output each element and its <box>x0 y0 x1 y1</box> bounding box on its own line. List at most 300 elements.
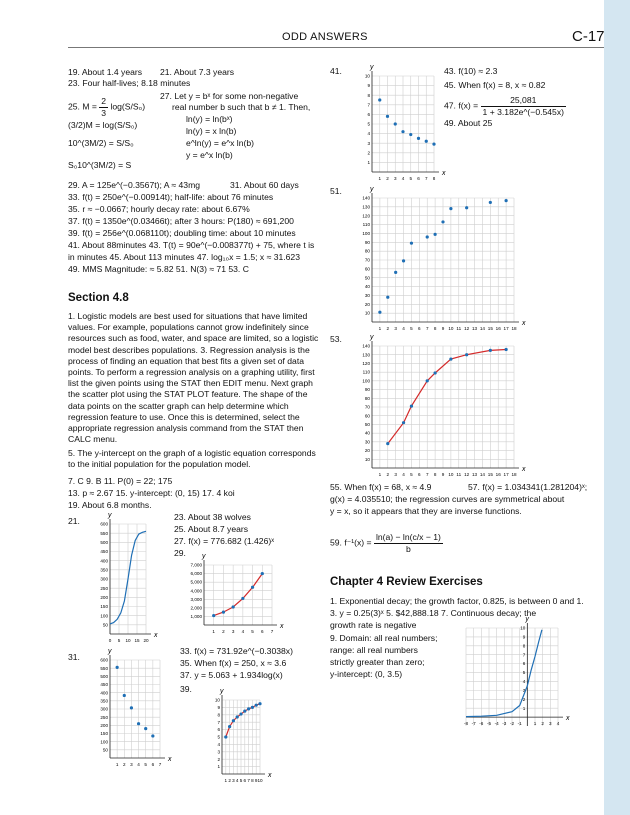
y-axis-label: y <box>370 186 374 193</box>
y-tick-label: 2 <box>522 696 526 702</box>
y-tick-label: 400 <box>100 558 108 564</box>
x-tick-label: 8 <box>433 472 437 477</box>
fraction-den: 1 + 3.182e^(−0.545x) <box>482 106 564 117</box>
x-tick-label: 5 <box>117 638 121 643</box>
y-tick-label: 6 <box>522 661 526 667</box>
graph-29 <box>178 555 282 637</box>
answer-47-lead: 47. f(x) = <box>444 100 481 111</box>
y-tick-label: 1,000 <box>190 614 202 620</box>
fraction-num: 2 <box>101 96 107 106</box>
y-tick-label: 80 <box>364 395 370 401</box>
x-tick-label: 15 <box>487 472 493 477</box>
answer-35-when: 35. When f(x) = 250, x ≈ 3.6 <box>180 658 287 668</box>
x-tick-label: 4 <box>402 326 405 331</box>
y-tick-label: 30 <box>364 439 370 445</box>
data-point <box>434 233 437 236</box>
data-point <box>394 271 397 274</box>
y-tick-label: 4 <box>217 742 220 747</box>
x-tick-label: 1 <box>533 721 537 727</box>
y-tick-label: 3,000 <box>190 596 202 602</box>
answer-49-about: 49. About 25 <box>444 118 493 128</box>
y-tick-label: 250 <box>100 585 108 591</box>
y-tick-label: 2,000 <box>190 605 202 611</box>
fraction-den: b <box>406 543 411 554</box>
x-tick-label: 12 <box>464 472 470 477</box>
answer-7-11: 7. C 9. B 11. P(0) = 22; 175 <box>68 476 173 486</box>
x-tick-label: 14 <box>479 472 486 477</box>
x-tick-label: 4 <box>401 176 405 181</box>
data-point <box>222 611 225 614</box>
x-tick-label: 8 <box>432 176 436 181</box>
x-tick-label: 6 <box>418 472 421 477</box>
x-tick-label: 2 <box>228 778 231 783</box>
answer-25-step3: 10^(3M/2) = S/S₀ <box>68 138 134 148</box>
y-tick-label: 90 <box>364 387 370 393</box>
x-tick-label: 15 <box>134 638 140 643</box>
x-tick-label: 4 <box>402 472 405 477</box>
y-tick-label: 7 <box>522 652 526 658</box>
data-point <box>232 719 235 722</box>
answer-25-log: log(S/S₀) <box>108 101 146 112</box>
y-tick-label: 10 <box>364 456 370 462</box>
y-tick-label: 40 <box>364 284 370 290</box>
x-tick-label: 2 <box>541 721 544 727</box>
y-tick-label: 9 <box>367 83 370 89</box>
answer-29: 29. A = 125e^(−0.3567t); A ≈ 43mg <box>68 180 201 190</box>
y-tick-label: 8 <box>367 92 370 98</box>
answer-57-c: y = x, so it appears that they are inverse functions. <box>330 506 522 516</box>
x-tick-label: 4 <box>241 629 245 634</box>
data-point <box>258 702 261 705</box>
curve-line <box>226 704 260 737</box>
label-29: 29. <box>174 548 186 558</box>
answer-27-b: real number b such that b ≠ 1. Then, <box>172 102 311 112</box>
x-tick-label: 2 <box>123 762 126 767</box>
y-tick-label: 100 <box>362 231 370 237</box>
x-tick-label: 5 <box>409 176 413 181</box>
section-heading-4-8: Section 4.8 <box>68 292 129 304</box>
y-tick-label: 6,000 <box>190 571 202 577</box>
answer-57: 57. f(x) = 1.034341(1.281204)ˣ; <box>468 482 588 492</box>
data-point <box>441 220 444 223</box>
curve-line <box>214 574 263 616</box>
answer-33: 33. f(t) = 250e^(−0.00914t); half-life: about 76 minutes <box>68 192 274 202</box>
x-tick-label: 9 <box>254 778 258 783</box>
x-tick-label: 9 <box>441 326 445 331</box>
review-9-a: 9. Domain: all real numbers; <box>330 633 438 643</box>
data-point <box>417 137 420 140</box>
data-point <box>449 207 452 210</box>
y-axis-label: y <box>370 334 374 341</box>
y-tick-label: 150 <box>100 604 108 610</box>
fraction-den: 3 <box>101 107 107 118</box>
y-tick-label: 400 <box>100 690 108 696</box>
y-axis-label: y <box>370 64 374 71</box>
x-tick-label: 5 <box>251 629 254 634</box>
y-tick-label: 3 <box>217 749 220 755</box>
y-tick-label: 8 <box>522 643 526 649</box>
data-point <box>123 694 126 697</box>
y-tick-label: 350 <box>100 698 108 704</box>
data-point <box>489 349 492 352</box>
answer-27-d: ln(y) = x ln(b) <box>186 126 237 136</box>
y-tick-label: 90 <box>364 239 370 245</box>
x-tick-label: -3 <box>502 721 507 727</box>
data-point <box>432 143 435 146</box>
x-tick-label: 12 <box>464 326 470 331</box>
y-tick-label: 7 <box>367 102 370 108</box>
answer-23-wolves: 23. About 38 wolves <box>174 512 251 522</box>
x-tick-label: 3 <box>394 472 397 477</box>
data-point <box>434 371 437 374</box>
x-tick-label: 4 <box>235 778 239 783</box>
x-tick-label: 7 <box>247 778 250 783</box>
x-axis-label: x <box>566 715 570 723</box>
x-tick-label: 13 <box>471 472 478 477</box>
review-3-7: 3. y = 0.25(3)ˣ 5. $42,888.18 7. Continuous decay; the <box>330 608 537 618</box>
y-tick-label: 110 <box>362 222 370 228</box>
x-tick-label: 13 <box>471 326 478 331</box>
data-point <box>401 130 404 133</box>
data-point <box>224 735 227 738</box>
graph-41 <box>346 66 444 184</box>
y-axis-label: y <box>202 553 206 560</box>
data-point <box>247 707 250 710</box>
x-tick-label: 15 <box>487 326 493 331</box>
x-tick-label: -2 <box>509 721 515 727</box>
x-tick-label: 5 <box>410 326 413 331</box>
review-9-c: strictly greater than zero; <box>330 657 425 667</box>
data-point <box>425 140 428 143</box>
data-point <box>465 353 468 356</box>
x-tick-label: 3 <box>394 326 397 331</box>
y-tick-label: 500 <box>100 539 108 545</box>
review-7-cont: growth rate is negative <box>330 620 417 630</box>
x-tick-label: 4 <box>556 721 560 727</box>
data-point <box>130 706 133 709</box>
x-tick-label: 3 <box>549 721 552 727</box>
data-point <box>394 122 397 125</box>
x-tick-label: 1 <box>378 176 382 181</box>
x-tick-label: -5 <box>486 721 492 727</box>
y-tick-label: 10 <box>364 310 370 316</box>
x-tick-label: 2 <box>386 176 389 181</box>
y-tick-label: 6 <box>217 727 220 733</box>
graph-53 <box>346 336 524 480</box>
answer-43-f10: 43. f(10) ≈ 2.3 <box>444 66 498 76</box>
sidebar-band <box>604 0 630 815</box>
y-tick-label: 120 <box>362 361 370 367</box>
data-point <box>212 614 215 617</box>
label-51: 51. <box>330 186 342 196</box>
data-point <box>449 357 452 360</box>
x-tick-label: 18 <box>511 472 517 477</box>
x-tick-label: 17 <box>503 472 509 477</box>
graph-21 <box>84 514 156 646</box>
y-tick-label: 5 <box>522 670 526 676</box>
header-rule <box>68 47 604 48</box>
answer-37: 37. f(t) = 1350e^(0.03466t); after 3 hours: P(180) ≈ 691,200 <box>68 216 294 226</box>
x-tick-label: 17 <box>503 326 509 331</box>
y-tick-label: 50 <box>102 747 108 753</box>
y-tick-label: 30 <box>364 293 370 299</box>
data-point <box>239 712 242 715</box>
page-number: C-17 <box>572 28 605 45</box>
review-1: 1. Exponential decay; the growth factor, 0.825, is between 0 and 1. <box>330 596 584 606</box>
review-9-b: range: all real numbers <box>330 645 418 655</box>
answer-27-f: y = e^x ln(b) <box>186 150 233 160</box>
y-tick-label: 130 <box>362 204 370 210</box>
data-point <box>386 296 389 299</box>
answer-45-when: 45. When f(x) = 8, x ≈ 0.82 <box>444 80 546 90</box>
data-point <box>251 706 254 709</box>
label-53: 53. <box>330 334 342 344</box>
label-41: 41. <box>330 66 342 76</box>
y-tick-label: 9 <box>217 705 220 710</box>
x-axis-label: x <box>442 170 446 177</box>
data-point <box>232 605 235 608</box>
data-point <box>386 442 389 445</box>
answer-5: 5. The y-intercept on the graph of a logistic equation corresponds to the initial population for the population model. <box>68 448 316 470</box>
x-tick-label: 6 <box>151 762 155 767</box>
x-tick-label: 0 <box>108 638 112 643</box>
x-tick-label: 11 <box>456 326 462 331</box>
y-tick-label: 2 <box>217 756 220 762</box>
y-tick-label: 550 <box>100 665 108 671</box>
data-point <box>243 710 246 713</box>
y-tick-label: 100 <box>100 613 108 619</box>
x-tick-label: -6 <box>479 721 484 727</box>
y-tick-label: 50 <box>364 275 370 281</box>
y-tick-label: 300 <box>100 576 108 582</box>
y-axis-label: y <box>220 688 224 695</box>
answer-19-s48: 19. About 6.8 months. <box>68 500 152 510</box>
data-point <box>378 311 381 314</box>
y-axis-label: y <box>108 512 112 519</box>
y-tick-label: 100 <box>362 378 370 384</box>
answer-19: 19. About 1.4 years <box>68 67 143 77</box>
answer-55: 55. When f(x) = 68, x ≈ 4.9 <box>330 482 432 492</box>
data-point <box>505 199 508 202</box>
x-tick-label: 2 <box>386 326 390 331</box>
y-tick-label: 5,000 <box>190 579 202 585</box>
x-tick-label: 7 <box>425 326 429 331</box>
x-tick-label: 3 <box>232 778 235 783</box>
y-tick-label: 200 <box>100 594 108 600</box>
x-tick-label: 6 <box>417 176 420 181</box>
x-tick-label: 10 <box>257 778 263 783</box>
y-tick-label: 10 <box>520 625 526 631</box>
answer-45-47: in minutes 45. About 113 minutes 47. log₁₀x = 1.5; x ≈ 31.623 <box>68 252 300 262</box>
answer-25-step2: (3/2)M = log(S/S₀) <box>68 120 138 130</box>
answer-59 <box>330 532 443 554</box>
y-axis-label: y <box>108 648 112 655</box>
y-tick-label: 150 <box>100 731 108 737</box>
x-tick-label: 5 <box>410 472 413 477</box>
answer-59-lead: 59. f⁻¹(x) = <box>330 537 374 548</box>
y-tick-label: 140 <box>362 195 370 201</box>
y-tick-label: 50 <box>364 422 370 428</box>
x-tick-label: 1 <box>378 472 382 477</box>
answer-35: 35. r ≈ −0.0667; hourly decay rate: about 6.67% <box>68 204 250 214</box>
y-tick-label: 250 <box>100 714 108 720</box>
label-31: 31. <box>68 652 80 662</box>
answer-1: 1. Logistic models are best used for situations that have limited values. For example, populations cannot grow indefinitely since resources such as food, water, and space are limited, so a logistic model best describes populations. <box>68 311 319 355</box>
data-point <box>409 133 412 136</box>
y-tick-label: 10 <box>364 73 370 79</box>
answer-27-fx: 27. f(x) = 776.682 (1.426)ˣ <box>174 536 275 546</box>
fraction-num: ln(a) − ln(c/x − 1) <box>375 532 441 542</box>
x-axis-label: x <box>168 756 172 763</box>
data-point <box>410 405 413 408</box>
y-tick-label: 1 <box>217 764 220 770</box>
data-point <box>386 115 389 118</box>
y-tick-label: 600 <box>100 521 108 527</box>
y-tick-label: 450 <box>100 549 108 555</box>
y-tick-label: 140 <box>362 343 370 349</box>
x-axis-label: x <box>280 623 284 630</box>
label-39: 39. <box>180 684 192 694</box>
answer-21: 21. About 7.3 years <box>160 67 235 77</box>
x-tick-label: 3 <box>130 762 133 767</box>
answer-37-y: 37. y = 5.063 + 1.934log(x) <box>180 670 283 680</box>
y-tick-label: 70 <box>364 404 370 410</box>
data-point <box>144 727 147 730</box>
x-tick-label: 16 <box>495 326 501 331</box>
data-point <box>251 586 254 589</box>
answer-27-a: 27. Let y = bˣ for some non-negative <box>160 91 299 101</box>
x-tick-label: 1 <box>224 778 228 783</box>
answer-31: 31. About 60 days <box>230 180 299 190</box>
x-tick-label: -4 <box>494 721 499 727</box>
answer-49-53: 49. MMS Magnitude: ≈ 5.82 51. N(3) ≈ 71 53. C <box>68 264 249 274</box>
answer-13-17: 13. p ≈ 2.67 15. y-intercept: (0, 15) 17. 4 koi <box>68 488 235 498</box>
data-point <box>465 206 468 209</box>
answer-23: 23. Four half-lives; 8.18 minutes <box>68 78 191 88</box>
answer-47-fx <box>444 95 566 117</box>
data-point <box>505 348 508 351</box>
data-point <box>426 235 429 238</box>
y-tick-label: 300 <box>100 706 108 712</box>
data-point <box>255 704 258 707</box>
data-point <box>378 98 381 101</box>
y-tick-label: 600 <box>100 657 108 663</box>
x-tick-label: 7 <box>425 472 429 477</box>
x-tick-label: 10 <box>448 326 454 331</box>
data-point <box>137 722 140 725</box>
y-tick-label: 8 <box>217 712 220 718</box>
x-tick-label: 2 <box>222 629 225 634</box>
y-tick-label: 6 <box>367 112 370 117</box>
x-axis-label: x <box>154 632 158 639</box>
y-tick-label: 4,000 <box>190 588 202 594</box>
x-tick-label: 6 <box>243 778 247 783</box>
y-tick-label: 1 <box>522 705 526 711</box>
x-tick-label: 5 <box>239 778 243 783</box>
y-tick-label: 70 <box>364 257 370 263</box>
y-tick-label: 350 <box>100 567 108 573</box>
data-point <box>241 597 244 600</box>
running-header: ODD ANSWERS <box>282 31 368 43</box>
y-tick-label: 120 <box>362 213 370 219</box>
data-point <box>489 201 492 204</box>
x-tick-label: 5 <box>144 762 147 767</box>
data-point <box>228 725 231 728</box>
answer-25 <box>68 96 145 118</box>
x-tick-label: 6 <box>261 629 264 634</box>
y-tick-label: 60 <box>364 266 370 272</box>
y-tick-label: 4 <box>367 131 370 137</box>
answer-27-e: e^ln(y) = e^x ln(b) <box>186 138 255 148</box>
data-point <box>261 572 264 575</box>
x-tick-label: 16 <box>495 472 501 477</box>
x-tick-label: 1 <box>212 629 215 634</box>
x-tick-label: 7 <box>424 176 428 181</box>
y-tick-label: 80 <box>364 248 370 254</box>
y-tick-label: 2 <box>367 150 370 156</box>
y-tick-label: 1 <box>367 160 370 165</box>
graph-review-9 <box>440 618 568 738</box>
y-tick-label: 5 <box>217 734 220 740</box>
y-tick-label: 7,000 <box>190 562 202 568</box>
x-tick-label: 4 <box>137 762 140 767</box>
data-point <box>116 666 119 669</box>
x-tick-label: 1 <box>378 326 382 331</box>
x-tick-label: 7 <box>158 762 162 767</box>
x-tick-label: 7 <box>270 629 274 634</box>
y-tick-label: 20 <box>364 301 370 307</box>
data-point <box>426 379 429 382</box>
review-9-d: y-intercept: (0, 3.5) <box>330 669 403 679</box>
answer-41-43: 41. About 88minutes 43. T(t) = 90e^(−0.008377t) + 75, where t is <box>68 240 315 250</box>
x-tick-label: 8 <box>433 326 437 331</box>
x-tick-label: 10 <box>448 472 454 477</box>
x-tick-label: 10 <box>125 638 131 643</box>
x-axis-label: x <box>522 320 526 327</box>
y-tick-label: 110 <box>362 369 370 375</box>
chapter-4-review-heading: Chapter 4 Review Exercises <box>330 576 483 588</box>
y-tick-label: 4 <box>522 679 526 685</box>
data-point <box>402 421 405 424</box>
x-tick-label: -1 <box>517 721 522 727</box>
graph-51 <box>346 188 524 334</box>
label-21: 21. <box>68 516 80 526</box>
y-tick-label: 10 <box>214 697 220 703</box>
x-tick-label: -7 <box>471 721 476 727</box>
y-tick-label: 60 <box>364 413 370 419</box>
x-tick-label: 3 <box>393 176 397 181</box>
answer-39: 39. f(t) = 256e^(0.068110t); doubling time: about 10 minutes <box>68 228 296 238</box>
answer-25-step4: S₀10^(3M/2) = S <box>68 160 132 170</box>
y-tick-label: 500 <box>100 673 108 679</box>
data-point <box>151 734 154 737</box>
y-tick-label: 100 <box>100 739 108 745</box>
answer-27-c: ln(y) = ln(bˣ) <box>186 114 233 124</box>
y-tick-label: 450 <box>100 682 108 688</box>
y-tick-label: 5 <box>367 121 370 127</box>
y-axis-label: y <box>525 616 529 623</box>
x-tick-label: 20 <box>143 638 149 643</box>
answer-33-fx: 33. f(x) = 731.92e^(−0.3038x) <box>180 646 293 656</box>
answer-25-lead: 25. M = <box>68 101 100 112</box>
y-tick-label: 9 <box>522 634 526 640</box>
y-tick-label: 50 <box>102 622 108 628</box>
answer-1-3 <box>68 311 320 445</box>
y-tick-label: 550 <box>100 530 108 536</box>
fraction-num: 25,081 <box>481 95 566 107</box>
graph-31 <box>84 650 170 770</box>
x-axis-label: x <box>268 772 272 779</box>
